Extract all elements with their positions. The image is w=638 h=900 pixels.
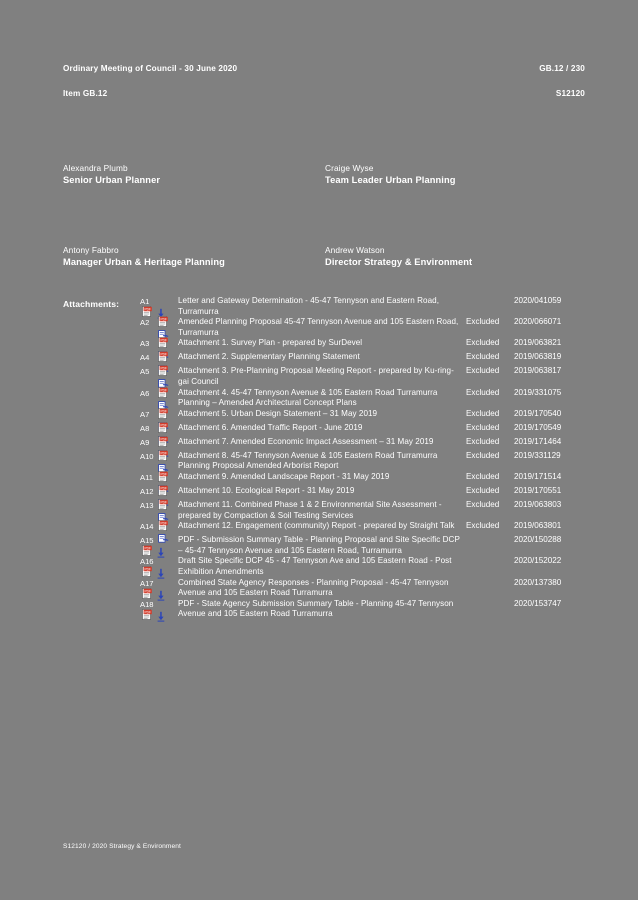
attachment-reference: 2020/153747: [514, 598, 562, 608]
attachment-id-cell: [140, 388, 178, 402]
page-header-top: [63, 64, 585, 73]
signatory-title: Senior Urban Planner: [63, 175, 161, 185]
attachment-title[interactable]: Attachment 4. 45-47 Tennyson Avenue & 105 Eastern Road Turramurra Planning – Amended Architectural Concept Plans: [178, 387, 438, 408]
attachment-id-cell: [140, 521, 178, 535]
attachment-id: A12: [140, 486, 154, 496]
signatory-title: Team Leader Urban Planning: [325, 175, 456, 185]
attachment-excluded-flag: Excluded: [466, 471, 500, 481]
attachment-row[interactable]: [140, 296, 592, 317]
attachment-row[interactable]: [140, 317, 592, 338]
attachment-excluded-flag: Excluded: [466, 366, 500, 376]
attachment-id: A1: [140, 297, 150, 306]
pdf-icon[interactable]: [158, 365, 169, 376]
attachment-title[interactable]: Attachment 1. Survey Plan - prepared by SurDevel: [178, 338, 363, 348]
attachment-excluded-flag: Excluded: [466, 387, 500, 397]
attachment-reference: 2019/170551: [514, 485, 562, 495]
attachment-id: A6: [140, 388, 150, 398]
attachment-reference: 2019/063803: [514, 499, 562, 509]
attachment-id-cell: [140, 578, 178, 592]
svg-text:PDF: PDF: [144, 567, 151, 572]
pdf-icon[interactable]: [158, 316, 169, 327]
attachment-id-cell: [140, 366, 178, 380]
svg-text:PDF: PDF: [160, 317, 167, 322]
attachment-title[interactable]: Attachment 11. Combined Phase 1 & 2 Environmental Site Assessment - prepared by Compaction & Soil Testing Services: [178, 499, 442, 520]
attachment-id: A17: [140, 578, 154, 588]
attachments-list: [140, 296, 592, 620]
attachment-title[interactable]: Letter and Gateway Determination - 45-47 Tennyson and Eastern Road, Turramurra: [178, 296, 440, 316]
attachment-id-cell: [140, 423, 178, 437]
attachment-excluded-flag: Excluded: [466, 338, 500, 348]
signatory-block-0: [63, 163, 333, 186]
attachment-excluded-flag: Excluded: [466, 408, 500, 418]
attachment-id-cell: [140, 500, 178, 514]
attachment-id: A14: [140, 522, 154, 532]
attachment-id: A18: [140, 599, 154, 609]
attachment-title[interactable]: Attachment 10. Ecological Report - 31 May 2019: [178, 485, 355, 495]
attachment-id: A3: [140, 339, 150, 349]
attachment-row[interactable]: [140, 535, 592, 556]
attachment-id: A5: [140, 367, 150, 377]
svg-text:PDF: PDF: [144, 546, 151, 551]
attachment-id: A4: [140, 353, 150, 363]
signatory-title: Manager Urban & Heritage Planning: [63, 257, 225, 267]
svg-text:PDF: PDF: [160, 500, 167, 505]
attachment-excluded-flag: Excluded: [466, 352, 500, 362]
attachment-row[interactable]: [140, 423, 592, 437]
svg-text:PDF: PDF: [160, 388, 167, 393]
svg-text:PDF: PDF: [160, 437, 167, 442]
pdf-icon[interactable]: [158, 387, 169, 398]
attachment-id-cell: [140, 599, 178, 613]
attachment-row[interactable]: [140, 486, 592, 500]
attachment-title[interactable]: Attachment 6. Amended Traffic Report - June 2019: [178, 422, 363, 432]
pdf-icon[interactable]: [142, 306, 153, 317]
attachment-row[interactable]: [140, 437, 592, 451]
attachment-row[interactable]: [140, 500, 592, 521]
pdf-icon[interactable]: [142, 545, 153, 556]
pdf-icon[interactable]: [142, 566, 153, 577]
attachment-excluded-flag: Excluded: [466, 436, 500, 446]
attachment-title[interactable]: Attachment 5. Urban Design Statement – 31 May 2019: [178, 408, 378, 418]
download-icon[interactable]: [156, 611, 167, 622]
svg-text:PDF: PDF: [160, 366, 167, 371]
attachment-excluded-flag: Excluded: [466, 422, 500, 432]
svg-text:PDF: PDF: [160, 486, 167, 491]
svg-text:PDF: PDF: [160, 451, 167, 456]
meeting-title: Ordinary Meeting of Council - 30 June 2020: [63, 64, 238, 73]
attachment-reference: 2019/063801: [514, 521, 562, 531]
pdf-icon[interactable]: [158, 471, 169, 482]
pdf-icon[interactable]: [142, 609, 153, 620]
attachment-id-cell: [140, 556, 178, 570]
pdf-icon[interactable]: [158, 485, 169, 496]
attachment-excluded-flag: Excluded: [466, 499, 500, 509]
signatory-name: Alexandra Plumb: [63, 163, 128, 173]
attachments-label: Attachments:: [63, 299, 120, 309]
attachment-reference: 2020/150288: [514, 535, 562, 545]
attachment-reference: 2020/066071: [514, 317, 562, 327]
attachment-title[interactable]: Amended Planning Proposal 45-47 Tennyson Avenue and 105 Eastern Road, Turramurra: [178, 317, 459, 337]
attachment-reference: 2019/171514: [514, 471, 562, 481]
attachment-id-cell: [140, 437, 178, 451]
pdf-icon[interactable]: [158, 450, 169, 461]
svg-text:PDF: PDF: [144, 589, 151, 593]
signatory-name: Andrew Watson: [325, 245, 385, 255]
svg-text:PDF: PDF: [160, 472, 167, 477]
attachment-row[interactable]: [140, 352, 592, 366]
attachment-reference: 2019/063821: [514, 338, 562, 348]
attachment-reference: 2019/063817: [514, 366, 562, 376]
attachment-title[interactable]: Attachment 3. Pre-Planning Proposal Meeting Report - prepared by Ku-ring-gai Council: [178, 366, 454, 386]
attachment-row[interactable]: [140, 388, 592, 409]
attachment-row[interactable]: [140, 556, 592, 577]
attachment-id: A13: [140, 500, 154, 510]
attachment-id-cell: [140, 409, 178, 423]
pdf-icon[interactable]: [158, 422, 169, 433]
pdf-icon[interactable]: [158, 499, 169, 510]
attachment-row[interactable]: [140, 366, 592, 387]
attachment-id: A16: [140, 557, 154, 567]
attachment-title[interactable]: Draft Site Specific DCP 45 - 47 Tennyson Ave and 105 Eastern Road - Post Exhibition Amendments: [178, 556, 452, 576]
attachment-title[interactable]: Attachment 12. Engagement (community) Report - prepared by Straight Talk: [178, 521, 455, 531]
signatory-title: Director Strategy & Environment: [325, 257, 473, 267]
pdf-icon[interactable]: [158, 337, 169, 348]
attachment-row[interactable]: [140, 451, 592, 472]
svg-text:PDF: PDF: [160, 521, 167, 526]
svg-text:PDF: PDF: [160, 423, 167, 428]
pdf-icon[interactable]: [158, 408, 169, 419]
attachment-id-cell: [140, 338, 178, 352]
svg-text:PDF: PDF: [144, 307, 151, 312]
attachment-reference: 2020/041059: [514, 296, 562, 305]
attachment-row[interactable]: [140, 472, 592, 486]
attachment-id-cell: [140, 296, 178, 310]
attachment-excluded-flag: Excluded: [466, 317, 500, 327]
attachment-title[interactable]: PDF - Submission Summary Table - Planning Proposal and Site Specific DCP – 45-47 Tennyson Avenue and 105 Eastern Road, Turramurra: [178, 535, 460, 555]
attachment-reference: 2020/152022: [514, 556, 562, 566]
signatory-name: Antony Fabbro: [63, 245, 119, 255]
attachment-reference: 2019/331075: [514, 387, 562, 397]
item-number: Item GB.12: [63, 89, 108, 98]
attachment-id-cell: [140, 317, 178, 331]
attachment-title[interactable]: Attachment 2. Supplementary Planning Statement: [178, 352, 360, 362]
attachment-reference: 2019/170549: [514, 422, 562, 432]
pdf-icon[interactable]: [142, 588, 153, 599]
attachment-id-cell: [140, 535, 178, 549]
page-footer: S12120 / 2020 Strategy & Environment: [63, 843, 181, 850]
attachment-reference: 2019/170540: [514, 408, 562, 418]
signatory-block-3: [325, 245, 595, 268]
attachment-title[interactable]: Attachment 8. 45-47 Tennyson Avenue & 105 Eastern Road Turramurra Planning Proposal Amended Arborist Report: [178, 450, 438, 471]
attachment-title[interactable]: Combined State Agency Responses - Planning Proposal - 45-47 Tennyson Avenue and 105 Eastern Road Turramurra: [178, 577, 449, 598]
attachment-row[interactable]: [140, 599, 592, 620]
signatory-block-2: [63, 245, 333, 268]
attachment-title[interactable]: Attachment 9. Amended Landscape Report - 31 May 2019: [178, 471, 390, 481]
attachment-id: A11: [140, 472, 153, 482]
svg-text:PDF: PDF: [160, 409, 167, 414]
attachment-reference: 2019/063819: [514, 352, 562, 362]
svg-text:PDF: PDF: [144, 610, 151, 615]
page-header-item: [63, 89, 585, 98]
signatory-name: Craige Wyse: [325, 163, 374, 173]
attachment-id: A9: [140, 437, 150, 447]
item-reference: S12120: [555, 89, 585, 98]
attachment-id: A15: [140, 536, 154, 546]
attachment-id: A8: [140, 423, 150, 433]
meeting-reference: GB.12 / 230: [539, 64, 585, 73]
attachment-id-cell: [140, 486, 178, 500]
attachment-row[interactable]: [140, 521, 592, 535]
pdf-icon[interactable]: [158, 436, 169, 447]
attachment-excluded-flag: Excluded: [466, 521, 500, 531]
attachment-title[interactable]: PDF - State Agency Submission Summary Table - Planning 45-47 Tennyson Avenue and 105 Eastern Road Turramurra: [178, 598, 454, 619]
attachment-title[interactable]: Attachment 7. Amended Economic Impact Assessment – 31 May 2019: [178, 436, 434, 446]
attachment-reference: 2019/171464: [514, 436, 562, 446]
attachment-row[interactable]: [140, 409, 592, 423]
attachment-excluded-flag: Excluded: [466, 450, 500, 460]
svg-text:PDF: PDF: [160, 352, 167, 357]
attachment-excluded-flag: Excluded: [466, 485, 500, 495]
attachment-id: A10: [140, 451, 154, 461]
attachment-id: A2: [140, 318, 150, 328]
attachment-id-cell: [140, 472, 178, 486]
attachment-reference: 2020/137380: [514, 577, 562, 587]
attachment-row[interactable]: [140, 578, 592, 599]
svg-text:PDF: PDF: [160, 338, 167, 343]
pdf-icon[interactable]: [158, 520, 169, 531]
attachment-id-cell: [140, 451, 178, 465]
signatory-block-1: [325, 163, 595, 186]
attachment-row[interactable]: [140, 338, 592, 352]
attachment-id: A7: [140, 409, 150, 419]
pdf-icon[interactable]: [158, 351, 169, 362]
attachment-reference: 2019/331129: [514, 450, 561, 460]
attachment-id-cell: [140, 352, 178, 366]
